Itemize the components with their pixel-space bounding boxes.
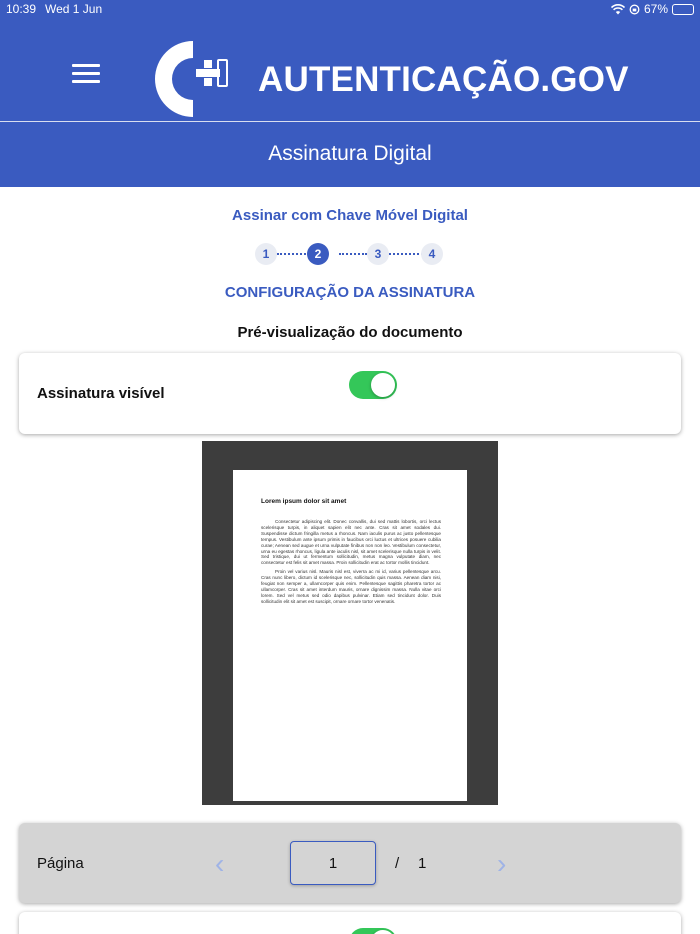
visible-signature-card — [19, 353, 681, 434]
status-bar — [0, 0, 700, 18]
preview-label: Pré-visualização do documento — [237, 324, 463, 341]
status-time: 10:39 — [6, 2, 37, 16]
pagination-label: Página — [37, 855, 84, 872]
option-toggle[interactable] — [349, 928, 397, 934]
menu-icon[interactable] — [72, 64, 100, 84]
header-divider — [0, 121, 700, 122]
document-paragraph: Consectetur adipiscing elit. Donec convallis, dui sed mattis lobortis, orci lectus scelerisque turpis, in aliquet sapien elit nec ante. Cras sit amet sodales dui. Suspendisse dictum fringilla metus a rhoncus. Nam iaculis purus ac justo pellentesque tempus. Vestibulum ante ipsum primis in faucibus orci luctus et ultrices posuere cubilia curae; Aenean sed augue et urna vulputate finibus non non leo. Vestibulum consectetur, urna eu egestas rhoncus, ligula ante iaculis nisl, sit amet scelerisque nulla turpis in velit. Sed tristique, dui ut fermentum sollicitudin, metus magna vulputate diam, nec consectetur est felis sit amet massa. Proin sollicitudin erat ac tortor mollis tincidunt. — [261, 519, 441, 566]
status-indicators — [611, 2, 694, 16]
next-option-card — [19, 912, 681, 934]
visible-signature-label: Assinatura visível — [37, 385, 165, 402]
step-2: 2 — [307, 243, 329, 265]
document-title: Lorem ipsum dolor sit amet — [261, 498, 347, 505]
status-date: Wed 1 Jun — [45, 2, 103, 16]
flow-subtitle: Assinar com Chave Móvel Digital — [232, 207, 468, 224]
page-number-input[interactable] — [290, 841, 376, 885]
step-3: 3 — [367, 243, 389, 265]
progress-stepper — [255, 243, 445, 267]
visible-signature-toggle[interactable] — [349, 371, 397, 399]
wifi-icon — [611, 4, 625, 15]
battery-percentage: 67% — [643, 2, 668, 16]
section-heading: CONFIGURAÇÃO DA ASSINATURA — [224, 284, 476, 301]
next-page-icon[interactable]: › — [497, 848, 507, 879]
page-title: Assinatura Digital — [268, 142, 432, 165]
document-paragraph: Proin vel varius nisl. Mauris nisl est, viverra ac mi id, varius pellentesque arcu. Cras nunc libero, dictum id scelerisque nec, sollicitudin quis massa. Aenean diam nisi, feugiat non semper a, ullamcorper quis enim. Pellentesque sagittis pharetra tortor ac ullamcorper. Cras sit amet interdum mauris, ornare dignissim massa. Nulla vitae orci lorem. Sed vel metus sed odio dapibus pulvinar. Etiam sed tincidunt dolor. Duis sollicitudin elit sit amet est suscipit, ornare ornare tortor venenatis. — [261, 569, 441, 604]
page-total: 1 — [418, 855, 427, 872]
step-connector — [339, 253, 367, 255]
step-4: 4 — [421, 243, 443, 265]
brand-name: AUTENTICAÇÃO.GOV — [258, 60, 629, 99]
page-separator: / — [395, 855, 400, 872]
orientation-lock-icon — [629, 4, 640, 15]
battery-icon — [672, 4, 694, 15]
step-connector — [389, 253, 423, 255]
previous-page-icon[interactable]: ‹ — [215, 848, 225, 879]
document-preview — [202, 441, 498, 805]
step-1: 1 — [255, 243, 277, 265]
app-header — [0, 0, 700, 187]
autenticacao-logo-icon — [152, 38, 234, 120]
document-page — [233, 470, 467, 801]
pagination-card — [19, 823, 681, 903]
